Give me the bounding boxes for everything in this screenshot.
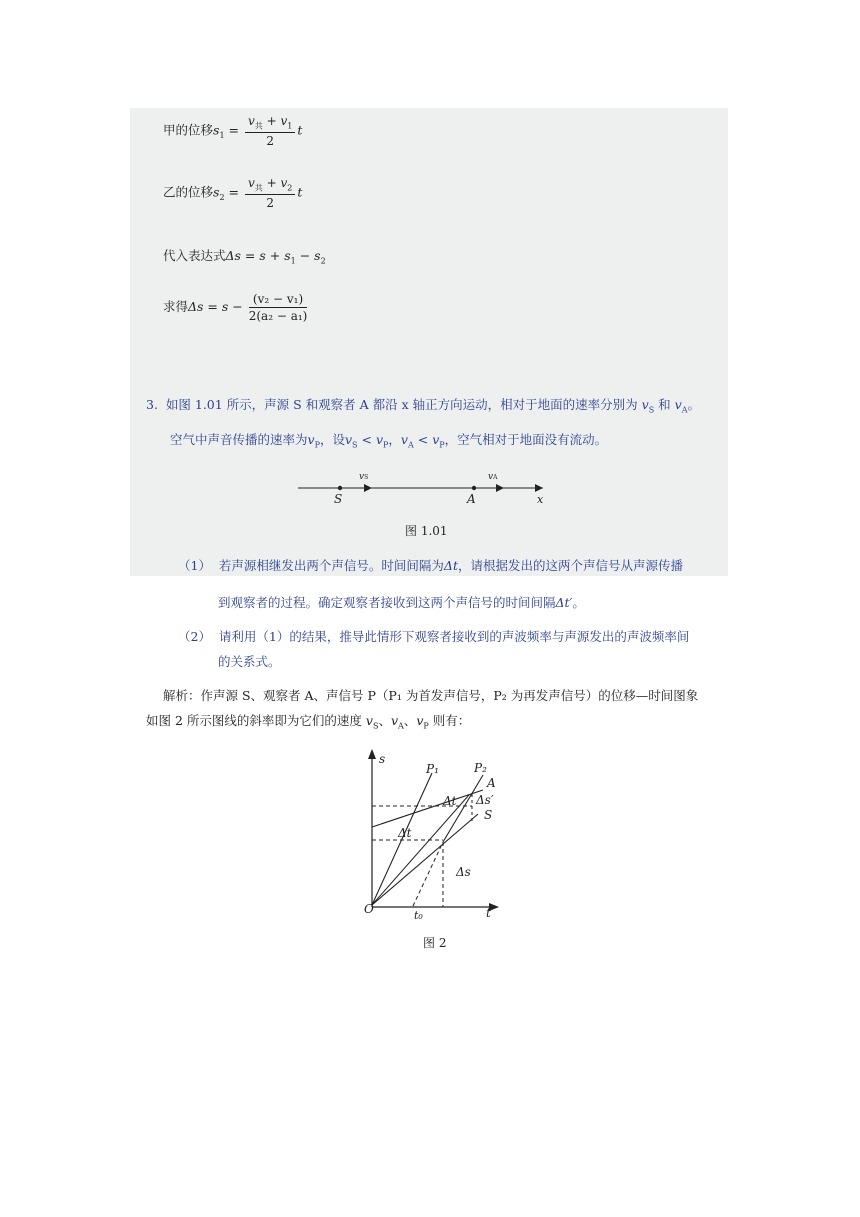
figure-1-01 — [0, 465, 860, 525]
figure-2-caption: 图 2 — [423, 936, 447, 950]
line-S — [372, 814, 478, 905]
P1-label: P₁ — [426, 762, 439, 776]
figure-2 — [0, 745, 860, 925]
observer-point — [472, 486, 476, 490]
formula-substitute: 代入表达式$\Delta s = s + s_1 - s_2$ — [163, 248, 326, 266]
part-1-line-2: 到观察者的过程。确定观察者接收到这两个声信号的时间间隔Δt′。 — [218, 595, 585, 610]
S-label: S — [484, 808, 493, 822]
axis-t-label: t — [486, 906, 491, 920]
problem-line-2: 空气中声音传播的速率为$v_P$，设$v_S < v_P$，$v_A < v_P$，空气相对于地面没有流动。 — [170, 432, 608, 450]
label-S: S — [334, 492, 343, 506]
part-1-line-1: （1） 若声源相继发出两个声信号。时间间隔为Δt，请根据发出的这两个声信号从声源传播 — [178, 558, 683, 573]
dt-prime-label: Δt — [443, 794, 457, 808]
solution-line-2: 如图 2 所示图线的斜率即为它们的速度 $v_S$、$v_A$、$v_P$ 则有： — [146, 713, 471, 731]
line-A — [372, 790, 483, 827]
ds-label: Δs — [456, 865, 471, 879]
line-O-to-A — [372, 795, 469, 905]
source-point — [338, 486, 342, 490]
formula-result: 求得Δs = s − $\frac{\text{(v₂ − v₁)}}{\text{2(a₂ − a₁)}}$ — [163, 292, 308, 323]
label-vS: vS — [359, 472, 369, 482]
formula-yi: 乙的位移$s_2$ = $\frac{v_共 + v_2}{2}$ t — [163, 176, 303, 211]
problem-line-1: 3. 如图 1.01 所示，声源 S 和观察者 A 都沿 x 轴正方向运动，相对于地面的速率分别为 $v_S$ 和 $v_A$。 — [146, 397, 701, 415]
t0-label: t₀ — [414, 909, 423, 922]
part-2-line-2: 的关系式。 — [218, 654, 281, 669]
line-P2-solid — [443, 775, 483, 842]
line-P2-dashed — [413, 842, 443, 906]
A-label: A — [487, 776, 496, 790]
label-x: x — [537, 493, 544, 506]
figure-1-01-caption: 图 1.01 — [405, 524, 448, 538]
axis-s-label: s — [379, 752, 386, 766]
part-2-line-1: （2） 请利用（1）的结果，推导此情形下观察者接收到的声波频率与声源发出的声波频率间 — [178, 629, 690, 644]
ds-prime-label: Δs′ — [476, 793, 494, 807]
formula-jia: 甲的位移$s_1$ = $\frac{v_共 + v_1}{2}$ t — [163, 114, 303, 149]
label-A: A — [467, 492, 476, 506]
label-vA: vA — [488, 472, 498, 482]
P2-label: P₂ — [474, 761, 487, 775]
origin-label: O — [364, 902, 374, 916]
dt-label: Δt — [398, 826, 412, 840]
solution-line-1: 解析：作声源 S、观察者 A、声信号 P（P₁ 为首发声信号，P₂ 为再发声信号）的位移—时间图象 — [163, 688, 699, 703]
